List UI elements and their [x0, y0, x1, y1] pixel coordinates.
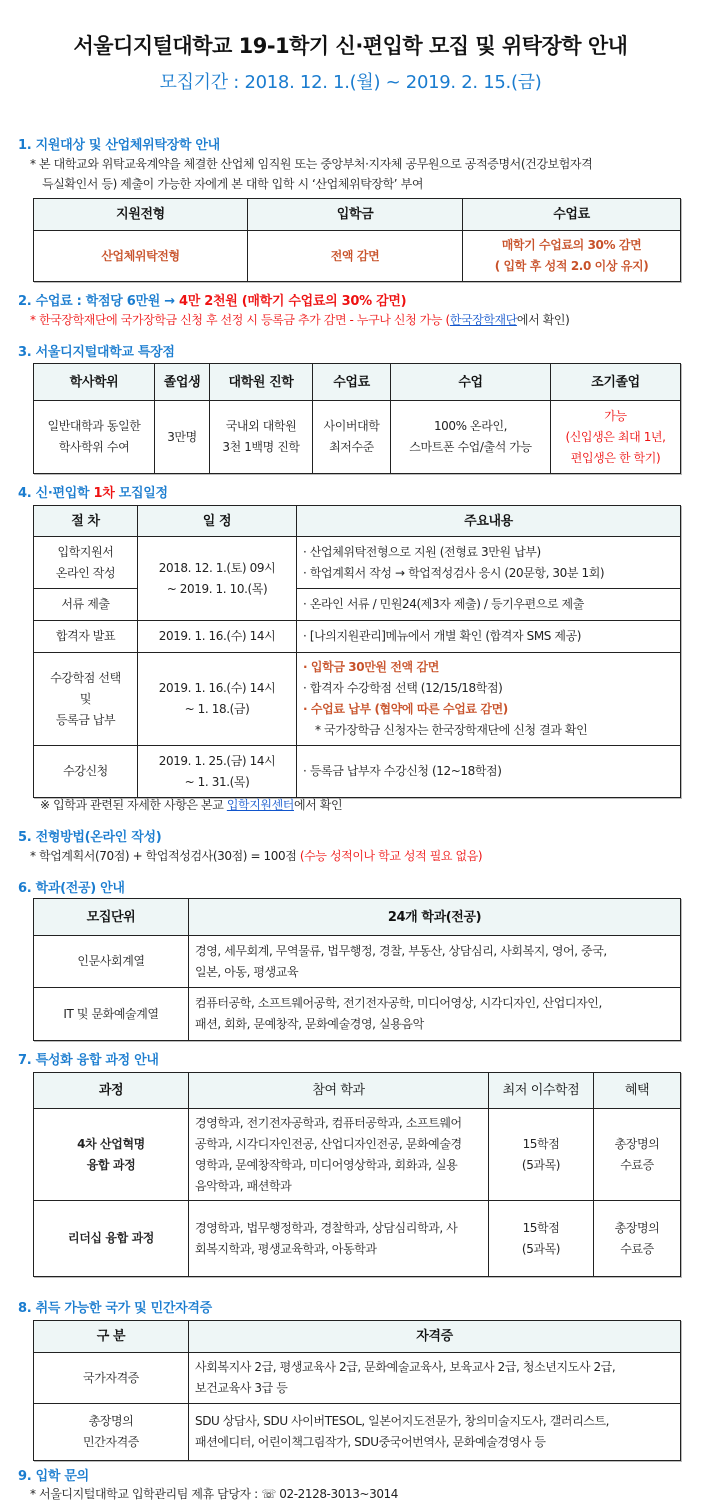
convergence-table — [33, 1072, 681, 1277]
table-row: 총장명의 민간자격증 SDU 상담사, SDU 사이버TESOL, 일본어지도전문가, 창의미술지도사, 갤러리스트, 패션에디터, 어린이책그림작가, SDU중국어번역사, 문화예술경영사 등 — [34, 1404, 681, 1461]
cell-grad-school: 국내외 대학원 3천 1백명 진학 — [210, 401, 313, 474]
table-row: 수강신청 2019. 1. 25.(금) 14시 ~ 1. 31.(목) · 등록금 납부자 수강신청 (12~18학점) — [34, 746, 681, 798]
cell-date-merged: 2018. 12. 1.(토) 09시 ~ 2019. 1. 10.(목) — [138, 537, 297, 621]
col-header-grad-school: 대학원 진학 — [210, 364, 313, 401]
cell-degree: 일반대학과 동일한 학사학위 수여 — [34, 401, 155, 474]
col-header-admission-fee: 입학금 — [248, 199, 463, 231]
col-header-class: 수업 — [391, 364, 551, 401]
section-2-note — [30, 310, 569, 330]
col-header-tuition: 수업료 — [463, 199, 681, 231]
section-7-heading: 7. 특성화 융합 과정 안내 — [18, 1053, 159, 1068]
schedule-footnote: ※ 입학과 관련된 자세한 사항은 본교 입학지원센터에서 확인 — [40, 798, 343, 812]
phone-number[interactable]: 02-2128-3013~3014 — [279, 1487, 399, 1501]
contact-line: * 서울디지털대학교 입학관리팀 제휴 담당자 : ☏ 02-2128-3013~3014 — [30, 1487, 399, 1501]
section-3-heading: 3. 서울디지털대학교 특장점 — [18, 345, 175, 360]
table-row: 서류 제출 · 온라인 서류 / 민원24(제3자 제출) / 등기우편으로 제출 — [34, 589, 681, 621]
section-1-note-line2: 득실확인서 등) 제출이 가능한 자에게 본 대학 입학 시 ‘산업체위탁장학’ 부여 — [42, 177, 424, 191]
kosaf-link[interactable]: 한국장학재단 — [449, 313, 517, 327]
cell-type: 산업체위탁전형 — [34, 231, 248, 282]
table-row: 수강학점 선택 및 등록금 납부 2019. 1. 16.(수) 14시 ~ 1. 18.(금) · 입학금 30만원 전액 감면 · 합격자 수강학점 선택 (12/15/18학점) · 수업료 납부 (협약에 따른 수업료 감면) * 국가장학금 신청자는 한국장학재단에 신청 결과 확인 — [34, 653, 681, 746]
cell-graduates: 3만명 — [155, 401, 210, 474]
col-header-departments: 24개 학과(전공) — [189, 899, 681, 936]
col-header-course: 과정 — [34, 1073, 189, 1109]
heading-tuition-discounted: 4만 2천원 (매학기 수업료의 30% 감면) — [179, 294, 407, 309]
scholarship-table — [33, 198, 681, 282]
table-row: 국가자격증 사회복지사 2급, 평생교육사 2급, 문화예술교육사, 보육교사 2급, 청소년지도사 2급, 보건교육사 3급 등 — [34, 1353, 681, 1404]
section-1-note-line1: * 본 대학교와 위탁교육계약을 체결한 산업체 임직원 또는 중앙부처·지자체 공무원으로 공적증명서(건강보험자격 — [30, 157, 593, 171]
round-badge: 1차 — [93, 486, 115, 501]
cell-admission-fee: 전액 감면 — [248, 231, 463, 282]
col-header-content: 주요내용 — [297, 506, 681, 537]
col-header-step: 절 차 — [34, 506, 138, 537]
section-9-heading: 9. 입학 문의 — [18, 1469, 89, 1484]
cell-tuition: 사이버대학 최저수준 — [313, 401, 391, 474]
col-header-unit: 모집단위 — [34, 899, 189, 936]
section-6-heading: 6. 학과(전공) 안내 — [18, 881, 125, 896]
section-5-heading: 5. 전형방법(온라인 작성) — [18, 830, 162, 845]
table-row: 인문사회계열 경영, 세무회계, 무역물류, 법무행정, 경찰, 부동산, 상담심리, 사회복지, 영어, 중국, 일본, 아동, 평생교육 — [34, 936, 681, 988]
tuition-line2: ( 입학 후 성적 2.0 이상 유지) — [494, 259, 649, 273]
col-header-date: 일 정 — [138, 506, 297, 537]
heading-tuition-original: 2. 수업료 : 학점당 6만원 → — [18, 294, 180, 309]
section-5-note: * 학업계획서(70점) + 학업적성검사(30점) = 100점 (수능 성적이나 학교 성적 필요 없음) — [30, 849, 483, 863]
col-header-type: 지원전형 — [34, 199, 248, 231]
col-header-graduates: 졸업생 — [155, 364, 210, 401]
table-row: 4차 산업혁명 융합 과정 경영학과, 전기전자공학과, 컴퓨터공학과, 소프트웨어 공학과, 시각디자인전공, 산업디자인전공, 문화예술경 영학과, 문예창작학과, 미디어영상학과, 회화과, 실용 음악학과, 패션학과 15학점 (5과목) 총장명의 수료증 — [34, 1109, 681, 1201]
certificates-table — [33, 1320, 681, 1461]
recruitment-period: 모집기간 : 2018. 12. 1.(월) ~ 2019. 2. 15.(금) — [159, 72, 542, 93]
section-8-heading: 8. 취득 가능한 국가 및 민간자격증 — [18, 1301, 212, 1316]
cell-class: 100% 온라인, 스마트폰 수업/출석 가능 — [391, 401, 551, 474]
col-header-credits: 최저 이수학점 — [489, 1073, 594, 1109]
note-text: * 한국장학재단에 국가장학금 신청 후 선정 시 등록금 추가 감면 - 누구나 신청 가능 ( — [30, 313, 450, 327]
section-4-heading: 4. 신·편입학 1차 모집일정 — [18, 486, 168, 501]
col-header-certificates: 자격증 — [189, 1321, 681, 1353]
table-row: 합격자 발표 2019. 1. 16.(수) 14시 · [나의지원관리]메뉴에서 개별 확인 (합격자 SMS 제공) — [34, 621, 681, 653]
fee-waiver-note: · 입학금 30만원 전액 감면 — [303, 660, 439, 674]
schedule-table — [33, 505, 681, 798]
col-header-early-graduation: 조기졸업 — [551, 364, 681, 401]
cell-early-graduation: 가능 (신입생은 최대 1년, 편입생은 한 학기) — [551, 401, 681, 474]
section-2-heading — [18, 290, 406, 309]
tuition-line1: 매학기 수업료의 30% 감면 — [501, 238, 642, 252]
col-header-category: 구 분 — [34, 1321, 189, 1353]
section-1-heading: 1. 지원대상 및 산업체위탁장학 안내 — [18, 138, 220, 153]
note-tail: 에서 확인) — [516, 313, 570, 327]
col-header-depts: 참여 학과 — [189, 1073, 489, 1109]
col-header-degree: 학사학위 — [34, 364, 155, 401]
phone-icon: ☏ — [261, 1487, 276, 1501]
page-title: 서울디지털대학교 19-1학기 신·편입학 모집 및 위탁장학 안내 — [73, 34, 628, 58]
table-row: 입학지원서 온라인 작성 2018. 12. 1.(토) 09시 ~ 2019. 1. 10.(목) · 산업체위탁전형으로 지원 (전형료 3만원 납부) · 학업계획서 작성 → 학업적성검사 응시 (20문항, 30분 1회) — [34, 537, 681, 589]
col-header-benefit: 혜택 — [594, 1073, 681, 1109]
table-row: 리더십 융합 과정 경영학과, 법무행정학과, 경찰학과, 상담심리학과, 사 회복지학과, 평생교육학과, 아동학과 15학점 (5과목) 총장명의 수료증 — [34, 1201, 681, 1277]
cell-tuition — [463, 231, 681, 282]
table-row: IT 및 문화예술계열 컴퓨터공학, 소프트웨어공학, 전기전자공학, 미디어영상, 시각디자인, 산업디자인, 패션, 회화, 문예창작, 문화예술경영, 실용음악 — [34, 988, 681, 1041]
col-header-tuition: 수업료 — [313, 364, 391, 401]
admission-center-link[interactable]: 입학지원센터 — [226, 798, 294, 812]
departments-table — [33, 898, 681, 1041]
features-table — [33, 363, 681, 474]
tuition-payment-note: · 수업료 납부 (협약에 따른 수업료 감면) — [303, 702, 508, 716]
